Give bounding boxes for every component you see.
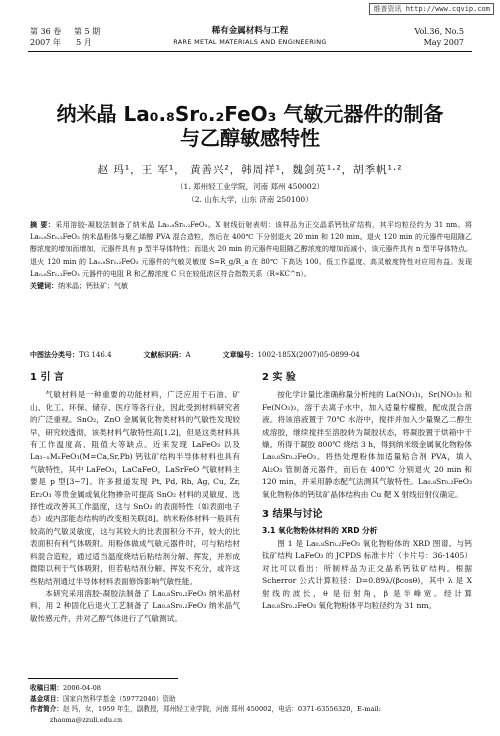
affiliation-2: （2. 山东大学，山东 济南 250100） xyxy=(187,195,313,204)
keywords-text: 纳米晶；钙钛矿；气敏 xyxy=(58,282,128,291)
cls-number: 中图法分类号：TG 146.4 xyxy=(30,350,112,359)
abstract-text: 采用溶胶-凝胶法制备了纳米晶 La₀.₈Sr₀.₂FeO₃。X 射线衍射表明：该样品为正交晶系钙钛矿结构，其平均粒径约为 31 nm。将 La₀.₈Sr₀.₂FeO₃ 纳米晶粉体与聚乙烯醇 PVA 混合造粒，然后在 400℃ 下分别退火 20 min 和 120 min。退火 120 min 的元器件电阻随乙醇浓度的增加而增加，元器件具有 p 型半导体特性；而退火 20 min 的元器件电阻随乙醇浓度的增加而减小，该元器件具有 n 型半导体特点。退火 120 min 的 La₀.₈Sr₀.₂FeO₃ 元器件的气敏灵敏度 S=R_g/R_a 在 80℃ 下高达 100。低工作温度、高灵敏度特性对应用有益。发现 La₀.₈Sr₀.₂FeO₃ 元器件的电阻 R 和乙醇浓度 C 只在较低浓区符合指数关系（R∝KC^n）。 xyxy=(30,221,472,278)
abstract xyxy=(30,219,472,292)
keywords-label: 关键词： xyxy=(30,282,58,291)
doc-code: 文献标识码：A xyxy=(143,350,191,359)
left-column xyxy=(30,372,240,625)
issue-cn: 第 5 期 xyxy=(73,27,101,36)
footnote-rule xyxy=(28,678,178,679)
journal-title-cn: 稀有金属材料与工程 xyxy=(211,26,289,36)
author-list: 赵 玛¹，王 军¹， 黄善兴²，韩周祥¹，魏剑英¹·²，胡季帆¹·² xyxy=(97,164,403,176)
header-rule xyxy=(28,51,472,52)
section-2-heading: 2 实 验 xyxy=(262,372,296,383)
section-1-heading: 1 引 言 xyxy=(30,372,64,383)
section-3-heading: 3 结果与讨论 xyxy=(262,509,323,521)
section-3-1-para-1: 图 1 是 La₀.₈Sr₀.₂FeO₃ 氧化物粉体的 XRD 图谱。与钙钛矿结构 LaFeO₃ 的 JCPDS 标准卡片（卡片号：36-1405）对比可以看出：所制样品为正交晶系钙钛矿结构。根据 Scherror 公式计算粒径：D=0.89λ/(βcosθ)，其中 λ 是 X 射线的波长，θ 是衍射角，β 是半峰宽。经计算 La₀.₈Sr₀.₂FeO₃ 氧化物粉体平均粒径约为 31 nm。 xyxy=(262,538,472,610)
watermark-stamp: 维普资讯 http://www.cqvip.com xyxy=(369,3,494,15)
article-number: 文章编号：1002-185X(2007)05-0899-04 xyxy=(222,350,360,359)
year-cn: 2007 年 xyxy=(30,38,61,47)
footnotes: 收稿日期：2006-04-08 基金项目：国家自然科学基金（59772040）资助 作者简介：赵 玛，女，1959 年生，副教授，郑州轻工业学院，河南 郑州 450002，电话：0371-63556320，E-mail: zhaoma@zzuli.edu.cn xyxy=(30,683,472,725)
section-3-1-heading: 3.1 氧化物粉体材料的 XRD 分析 xyxy=(262,526,378,536)
abstract-label: 摘 要： xyxy=(30,221,56,229)
header-right xyxy=(414,26,464,48)
volume-en: Vol.36, No.5 xyxy=(414,27,464,36)
paper-title-line2: 与乙醇敏感特性 xyxy=(180,126,320,150)
paper-title-line1: 纳米晶 La₀.₈Sr₀.₂FeO₃ 气敏元器件的制备 xyxy=(56,102,444,126)
received-date: 2006-04-08 xyxy=(62,684,101,692)
volume-cn: 第 36 卷 xyxy=(30,27,62,36)
affiliation-1: （1. 郑州轻工业学院，河南 郑州 450002） xyxy=(176,182,324,191)
fund-info: 国家自然科学基金（59772040）资助 xyxy=(62,694,176,703)
section-2-para-1: 按化学计量比准确称量分析纯的 La(NO₃)₃，Sr(NO₃)₂ 和 Fe(NO₃)₃，溶于去离子水中，加入适量柠檬酸，配成混合溶液。将该溶液置于 70℃ 水浴中，搅拌并加入少量聚乙二醇生成溶胶，继续搅拌至溶胶转为凝胶状态，将凝胶置于烘箱中干燥。所得干凝胶 800℃ 烧结 3 h，得到纳米级金属氧化物粉体 La₀.₈Sr₀.₂FeO₃。将热处理粉体加适量粘合剂 PVA，填入 Al₂O₃ 管制备元器件，而后在 400℃ 分别退火 20 min 和 120 min，并采用静态配气法测其气敏特性。La₀.₈Sr₀.₂FeO₃ 氧化物粉体的钙钛矿晶体结构由 Cu 靶 X 射线衍射仪确定。 xyxy=(262,390,472,499)
month-cn: 5 月 xyxy=(76,38,92,47)
author-email: zhaoma@zzuli.edu.cn xyxy=(49,715,123,724)
author-bio: 赵 玛，女，1959 年生，副教授，郑州轻工业学院，河南 郑州 450002，电话：0371-63556320，E-mail: xyxy=(62,705,381,713)
classification-line xyxy=(30,349,472,361)
date-en: May 2007 xyxy=(423,38,464,47)
journal-title-en: RARE METAL MATERIALS AND ENGINEERING xyxy=(173,38,327,46)
section-1-para-1: 气敏材料是一种重要的功能材料，广泛应用于石油、矿山、化工、环保、储存、医疗等各行业，因此受到材料研究者的广泛重视。SnO₂，ZnO 金属氧化物类材料的气敏性发现较早，研究较透彻，该类材料气敏特性高[1,2]，但是这类材料具有工作温度高、阻值大等缺点。近来发现 LaFeO₃ 以及 La₁₋ₓMₓFeO₃(M=Ca,Sr,Pb) 钙钛矿结构半导体材料也具有气敏特性，其中 LaFeO₃，LaCaFeO，LaSrFeO 气敏材料主要是 p 型[3~7]。许多报道发现 Pt, Pd, Rh, Ag, Cu, Zr, Er₂O₃ 等贵金属或氧化物掺杂可提高 SnO₂ 材料的灵敏度、选择性或改善其工作温度，这与 SnO₂ 的表面特性（如表面电子态）或内部能态结构的改变相关联[8]。纳米粉体材料一般具有较高的气敏灵敏度，这与其较大的比表面积分不开，较大的比表面积有利气体吸附。用粉体做成气敏元器件时，可与粘结材料混合造粒，通过适当温度烧结后粘结剂分解、挥发，并形成微隙以利于气体吸附，但若粘结剂分解、挥发不充分，或许这些粘结剂通过半导体材料表面修饰影响气敏性能。 xyxy=(30,390,240,586)
right-column xyxy=(262,372,472,612)
section-1-para-2: 本研究采用溶胶-凝胶法制备了 La₀.₈Sr₀.₂FeO₃ 纳米晶材料，用 2 种固化后退火工艺制备了 La₀.₈Sr₀.₂FeO₃ 纳米晶气敏传感元件，并对乙醇气体进行了气敏测试。 xyxy=(30,588,240,623)
